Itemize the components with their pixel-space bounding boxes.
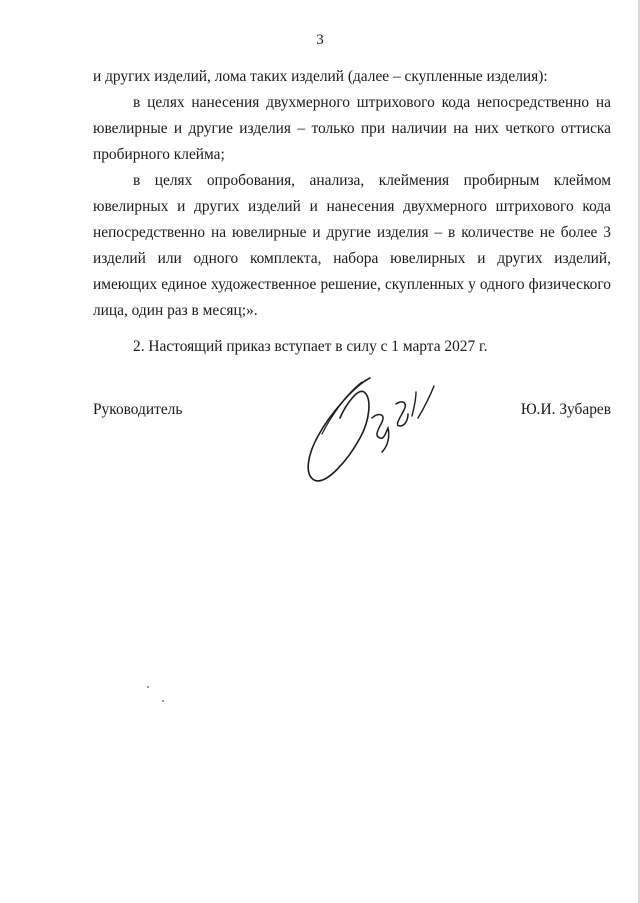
scan-speck [162, 700, 164, 702]
paragraph-continuation: и других изделий, лома таких изделий (далее – скупленные изделия): [93, 68, 548, 85]
signer-name: Ю.И. Зубарев [520, 401, 611, 418]
paragraph-effective-date: 2. Настоящий приказ вступает в силу с 1 марта 2027 г. [133, 338, 488, 355]
paragraph-barcode-condition: в целях нанесения двухмерного штрихового кода непосредственно на ювелирные и другие изделия – только при наличии на них четкого оттиска пробирного клейма; [93, 94, 611, 163]
document-body [93, 64, 611, 360]
handwritten-signature [300, 374, 450, 486]
signer-position: Руководитель [93, 401, 183, 418]
page-number: 3 [316, 32, 324, 48]
paragraph-assay-condition: в целях опробования, анализа, клеймения пробирным клеймом ювелирных и других изделий и нанесения двухмерного штрихового кода непосредственно на ювелирные и другие изделия – в количестве не более 3 изделий или одного комплекта, набора ювелирных и других изделий, имеющих единое художественное решение, скупленных у одного физического лица, один раз в месяц;». [93, 172, 611, 319]
scan-speck [147, 686, 149, 688]
